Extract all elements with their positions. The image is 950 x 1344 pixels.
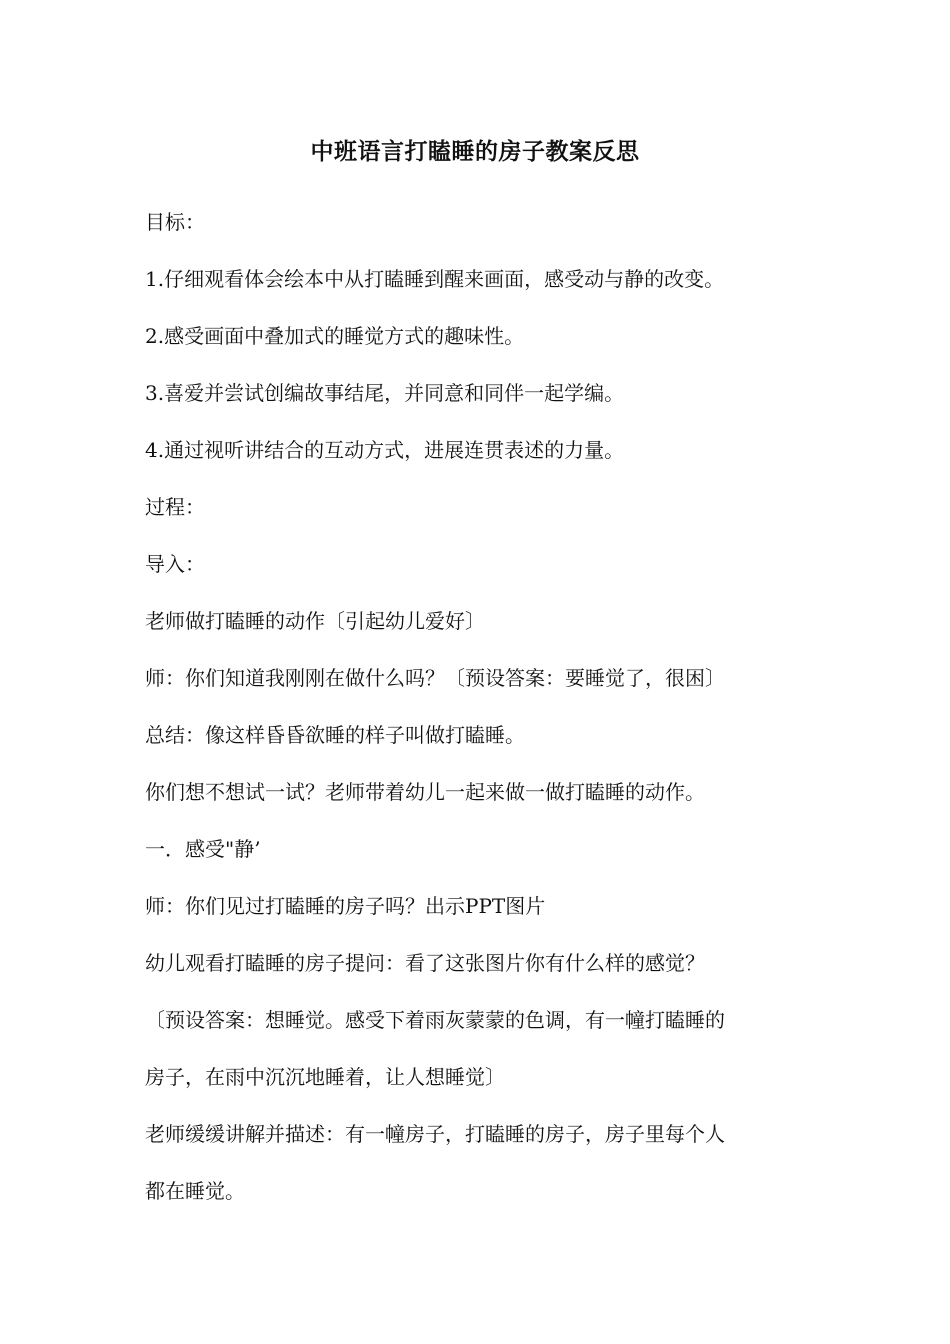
paragraph-line: 你们想不想试一试？老师带着幼儿一起来做一做打瞌睡的动作。 — [145, 780, 705, 804]
paragraph-line: 都在睡觉。 — [145, 1179, 245, 1203]
goal-item-3: 3.喜爱并尝试创编故事结尾，并同意和同伴一起学编。 — [145, 381, 625, 405]
paragraph-line: 师：你们见过打瞌睡的房子吗？出示PPT图片 — [145, 894, 546, 918]
section-heading-process: 过程： — [145, 495, 205, 519]
section-heading-goals: 目标： — [145, 210, 205, 234]
paragraph-line: 老师缓缓讲解并描述：有一幢房子，打瞌睡的房子，房子里每个人 — [145, 1122, 725, 1146]
paragraph-line: 〔预设答案：想睡觉。感受下着雨灰蒙蒙的色调，有一幢打瞌睡的 — [145, 1008, 725, 1032]
paragraph-line: 幼儿观看打瞌睡的房子提问：看了这张图片你有什么样的感觉？ — [145, 951, 705, 975]
section-heading-part-one: 一．感受"静’ — [145, 837, 261, 861]
section-heading-intro: 导入： — [145, 552, 205, 576]
paragraph-line: 房子，在雨中沉沉地睡着，让人想睡觉〕 — [145, 1065, 505, 1089]
paragraph-line: 总结：像这样昏昏欲睡的样子叫做打瞌睡。 — [145, 723, 525, 747]
goal-item-1: 1.仔细观看体会绘本中从打瞌睡到醒来画面，感受动与静的改变。 — [145, 267, 725, 291]
goal-item-2: 2.感受画面中叠加式的睡觉方式的趣味性。 — [145, 324, 525, 348]
document-title: 中班语言打瞌睡的房子教案反思 — [310, 138, 640, 165]
paragraph-line: 师：你们知道我刚刚在做什么吗？〔预设答案：要睡觉了，很困〕 — [145, 666, 725, 690]
goal-item-4: 4.通过视听讲结合的互动方式，进展连贯表述的力量。 — [145, 438, 625, 462]
paragraph-line: 老师做打瞌睡的动作〔引起幼儿爱好〕 — [145, 609, 485, 633]
